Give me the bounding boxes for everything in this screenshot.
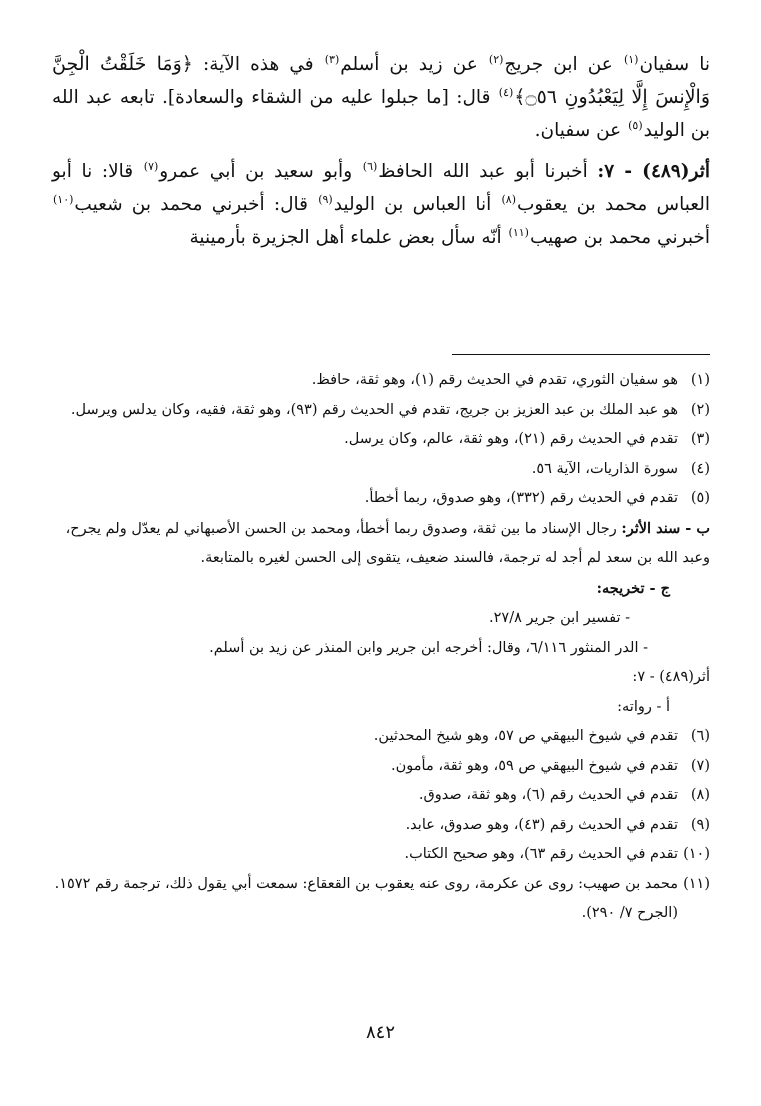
footnote-text: محمد بن صهيب: روى عن عكرمة، روى عنه يعقوب بن القعقاع: سمعت أبي يقول ذلك، ترجمة رقم ١٥٧٢. (الجرح ٧/ ٢٩٠).	[54, 875, 678, 921]
main-text	[52, 48, 711, 921]
text-span: نا سفيان	[639, 54, 711, 75]
paragraph-1	[52, 48, 710, 147]
text-span: عن زيد بن أسلم	[340, 54, 488, 75]
footnote-text: هو سفيان الثوري، تقدم في الحديث رقم (١)، وهو ثقة، حافظ.	[311, 372, 678, 388]
footnote-ref[interactable]: (٦)	[362, 159, 378, 173]
footnote-number: (٣)	[690, 431, 710, 447]
athar-note-label: أثر(٤٨٩) - ٧:	[632, 669, 710, 685]
footnote-text: تقدم في الحديث رقم ٦٣)، وهو صحيح الكتاب.	[404, 846, 678, 862]
text-span: أخبرنا أبو عبد الله الحافظ	[378, 161, 598, 182]
text-span: أنا العباس بن الوليد	[333, 194, 501, 215]
sanad-note	[52, 514, 710, 574]
footnote-ref[interactable]: (٤)	[498, 85, 514, 99]
footnote-ref[interactable]: (٥)	[628, 118, 643, 132]
footnote-text: سورة الذاريات، الآية ٥٦.	[531, 460, 678, 477]
footnote-number: (١٠)	[683, 846, 710, 862]
text-span: قالا: نا أبو العباس محمد بن يعقوب	[52, 161, 710, 215]
footnote-4	[52, 455, 710, 485]
footnote-11	[52, 870, 710, 929]
footnote-number: (٩)	[690, 816, 710, 833]
footnote-9	[52, 811, 710, 841]
footnote-number: (٨)	[690, 787, 710, 803]
footnote-ref[interactable]: (٧)	[143, 159, 159, 173]
footnote-text: تقدم في الحديث رقم (٢١)، وهو ثقة، عالم، وكان يرسل.	[344, 431, 678, 447]
footnote-text: تقدم في الحديث رقم (٤٣)، وهو صدوق، عابد.	[405, 816, 678, 833]
quran-verse: ﴿وَمَا خَلَقْتُ الْجِنَّ وَالْإِنسَ إِلَّا لِيَعْبُدُونِ ۝٥٦﴾	[52, 53, 710, 108]
text-span: في هذه الآية:	[192, 54, 324, 75]
footnote-ref[interactable]: (١٠)	[53, 192, 74, 206]
footnote-5	[52, 484, 710, 514]
ruwat-label: أ - رواته:	[617, 698, 670, 715]
footnote-ref[interactable]: (١١)	[508, 225, 529, 239]
footnote-separator	[452, 354, 710, 355]
sanad-text: رجال الإسناد ما بين ثقة، وصدوق ربما أخطأ، ومحمد بن الحسن الأصبهاني لم يعدّل ولم يجرح، وعبد الله بن سعد لم أجد له ترجمة، فالسند ضعيف، يتقوى إلى الحسن لغيره بالمتابعة.	[65, 520, 710, 566]
footnote-ref[interactable]: (٣)	[324, 52, 340, 66]
footnote-number: (١)	[690, 372, 710, 388]
footnote-2	[52, 396, 710, 426]
takhrij-item: - تفسير ابن جرير ٢٧/٨.	[489, 610, 630, 626]
footnote-8	[52, 781, 710, 811]
footnote-number: (٤)	[690, 460, 710, 477]
footnote-number: (٢)	[690, 401, 710, 418]
text-span: أنّه سأل بعض علماء أهل الجزيرة بأرمينية	[189, 227, 508, 248]
footnote-text: تقدم في الحديث رقم (٣٣٢)، وهو صدوق، ربما أخطأ.	[364, 490, 678, 506]
footnote-ref[interactable]: (١)	[623, 52, 639, 66]
paragraph-2	[52, 155, 710, 254]
footnote-1	[52, 366, 710, 396]
footnote-number: (٧)	[690, 757, 710, 774]
footnote-3	[52, 425, 710, 455]
takhrij-item: - الدر المنثور ٦/١١٦، وقال: أخرجه ابن جرير وابن المنذر عن زيد بن أسلم.	[209, 639, 648, 656]
footnote-text: تقدم في شيوخ البيهقي ص ٥٩، وهو ثقة، مأمون.	[391, 757, 678, 774]
footnote-number: (٥)	[690, 490, 710, 506]
text-span: قال: أخبرني محمد بن شعيب	[74, 194, 318, 215]
footnote-7	[52, 752, 710, 782]
athar-label: أثر(٤٨٩) - ٧:	[597, 161, 710, 182]
text-span: عن سفيان.	[534, 120, 628, 141]
footnote-ref[interactable]: (٢)	[488, 52, 504, 66]
text-span: قال: [ما جبلوا عليه من الشقاء والسعادة]. تابعه عبد الله بن الوليد	[52, 87, 710, 141]
footnotes	[52, 366, 710, 929]
takhrij-label	[52, 574, 710, 605]
text-span: وأبو سعيد بن أبي عمرو	[159, 161, 362, 182]
footnote-text: هو عبد الملك بن عبد العزيز بن جريج، تقدم في الحديث رقم (٩٣)، وهو ثقة، فقيه، وكان يدلس ويرسل.	[70, 401, 678, 418]
text-span: عن ابن جريج	[504, 54, 623, 75]
footnote-ref[interactable]: (٩)	[318, 192, 333, 206]
footnote-10	[52, 840, 710, 870]
text-span: أخبرني محمد بن صهيب	[529, 227, 710, 248]
footnote-text: تقدم في شيوخ البيهقي ص ٥٧، وهو شيخ المحدثين.	[373, 728, 678, 744]
sanad-label: ب - سند الأثر:	[621, 519, 710, 537]
takhrij-label-text: ج - تخريجه:	[596, 579, 670, 597]
footnote-6	[52, 722, 710, 752]
footnote-ref[interactable]: (٨)	[501, 192, 516, 206]
footnote-number: (٦)	[690, 728, 710, 744]
footnote-number: (١١)	[683, 875, 710, 892]
footnote-text: تقدم في الحديث رقم (٦)، وهو ثقة، صدوق.	[418, 787, 678, 803]
page-number: ٨٤٢	[365, 1022, 395, 1043]
